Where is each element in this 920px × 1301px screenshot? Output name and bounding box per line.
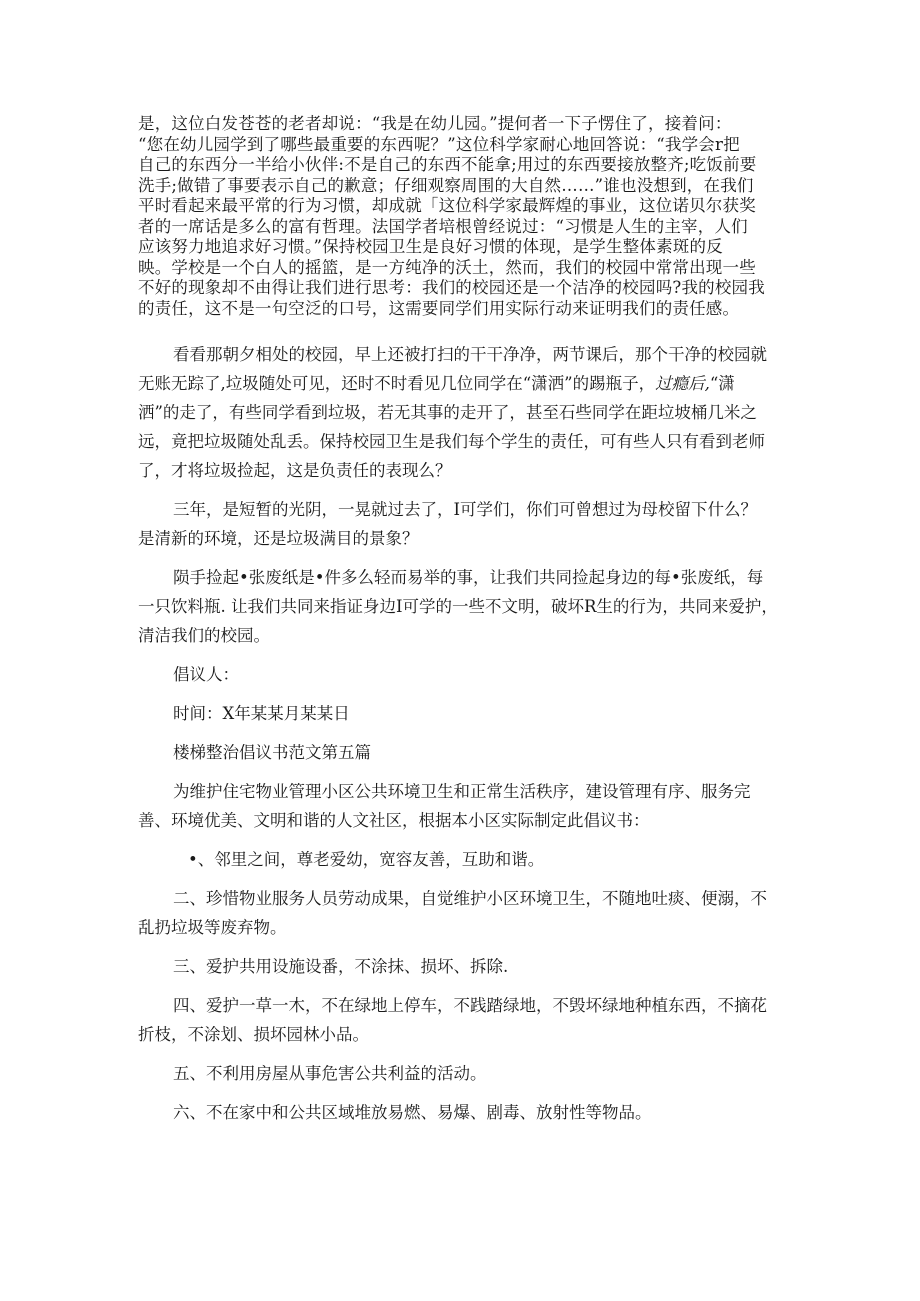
intro-line: 映。学校是一个白人的摇篮，是一方纯净的沃土，然而，我们的校园中常常出现一些 xyxy=(138,257,756,277)
paragraph-line: 折枝，不涂划、损坏园林小品。 xyxy=(138,1025,369,1044)
proposal-item-6: 六、不在家中和公共区域堆放易燃、易爆、剧毒、放射性等物品。 xyxy=(173,1103,652,1122)
paragraph-line: 乱扔垃圾等废弃物。 xyxy=(138,918,287,937)
proposal-item-4 xyxy=(138,991,788,1049)
paragraph-line: 为维护住宅物业管理小区公共环境卫生和正常生活秩序，建设管理有序、服务完 xyxy=(173,782,751,801)
paragraph-line: 四、爱护一草一木，不在绿地上停车，不践踏绿地，不毁坏绿地种植东西，不摘花 xyxy=(173,996,767,1015)
paragraph-line: 清洁我们的校园。 xyxy=(138,626,270,645)
intro-line: 洗手;做错了事要表示自己的歉意；仔细观察周围的大自然……”谁也没想到，在我们 xyxy=(138,175,754,195)
paragraph-line: 陨手捡起•张废纸是•件多么轻而易举的事，让我们共同捡起身边的每•张废纸，每 xyxy=(173,568,764,587)
intro-line: “您在幼儿园学到了哪些最重要的东西呢？”这位科学家耐心地回答说：“我学会r把 xyxy=(138,134,740,154)
date-line: 时间：X年某某月某某日 xyxy=(173,704,350,723)
paragraph-line: 一只饮料瓶. 让我们共同来指证身边I可学的一些不文明，破坏R生的行为，共同来爱护， xyxy=(138,597,778,616)
proposal-item-1: •、邻里之间，尊老爱幼，宽容友善，互助和谐。 xyxy=(188,850,545,869)
section-title: 楼梯整治倡议书范文第五篇 xyxy=(173,743,371,762)
proposal-item-5: 五、不利用房屋从事危害公共利益的活动。 xyxy=(173,1064,487,1083)
intro-line: 不好的现象却不由得让我们进行思考：我们的校园还是一个洁净的校园吗?我的校园我 xyxy=(138,278,765,297)
intro-line: 的责任，这不是一句空泛的口号，这需要同学们用实际行动来证明我们的责任感。 xyxy=(138,298,740,318)
paragraph-line xyxy=(138,369,788,398)
proposal-item-3: 三、爱护共用设施设番，不涂抹、损坏、拆除. xyxy=(173,957,509,976)
paragraph-line: 远，竟把垃圾随处乱丢。保持校园卫生是我们每个学生的责任，可有些人只有看到老师 xyxy=(138,432,765,451)
paragraph-three-years xyxy=(138,495,788,553)
italic-segment: 过瘾后, xyxy=(655,374,710,393)
intro-line: 是，这位白发苍苍的老者却说：“我是在幼儿园。”提何者一下子愣住了，接着问： xyxy=(138,114,732,133)
paragraph-line: 了，才将垃圾捡起，这是负责任的表现么？ xyxy=(138,461,452,480)
paragraph-pick-up xyxy=(138,563,788,650)
paragraph-line: 看看那朝夕相处的校园，早上还被打扫的干干净净，两节课后，那个干净的校园就 xyxy=(173,345,767,364)
intro-line: 平时看起来最平常的行为习惯，却成就「这位科学家最辉煌的事业，这位诺贝尔获奖 xyxy=(138,196,756,215)
paragraph-line: 二、珍惜物业服务人员劳动成果，自觉维护小区环境卫生，不随地吐痰、便溺，不 xyxy=(173,889,767,908)
paragraph-proposal-intro xyxy=(138,777,788,835)
text-segment: 无账无踪了,垃圾随处可见，还时不时看见几位同学在“潇洒”的踢瓶子， xyxy=(138,374,656,393)
intro-line: 应该努力地追求好习惯。”保持校园卫生是良好习惯的体现，是学生整体素斑的反 xyxy=(138,237,723,256)
paragraph-line: 洒”的走了，有些同学看到垃圾，若无其事的走开了，甚至石些同学在距垃坡桶几米之 xyxy=(138,403,757,422)
document-body xyxy=(138,340,788,1127)
paragraph-line: 善、环境优美、文明和谐的人文社区，根据本小区实际制定此倡议书： xyxy=(138,811,650,830)
intro-line: 自己的东西分一半给小伙伴:不是自己的东西不能拿;用过的东西要接放整齐;吃饭前要 xyxy=(138,155,757,174)
intro-paragraph xyxy=(138,114,788,319)
paragraph-line: 是清新的环境，还是垃圾满目的景象？ xyxy=(138,529,419,548)
intro-line: 者的一席话是多么的富有哲理。法国学者培根曾经说过：“习惯是人生的主宰，人们 xyxy=(138,216,748,236)
proposal-item-2 xyxy=(138,884,788,942)
paragraph-campus xyxy=(138,340,788,485)
text-segment: “潇 xyxy=(709,374,735,393)
paragraph-line: 三年，是短暂的光阴，一晃就过去了，I可学们，你们可曾想过为母校留下什么？ xyxy=(173,500,758,519)
initiator-line: 倡议人： xyxy=(173,665,239,684)
